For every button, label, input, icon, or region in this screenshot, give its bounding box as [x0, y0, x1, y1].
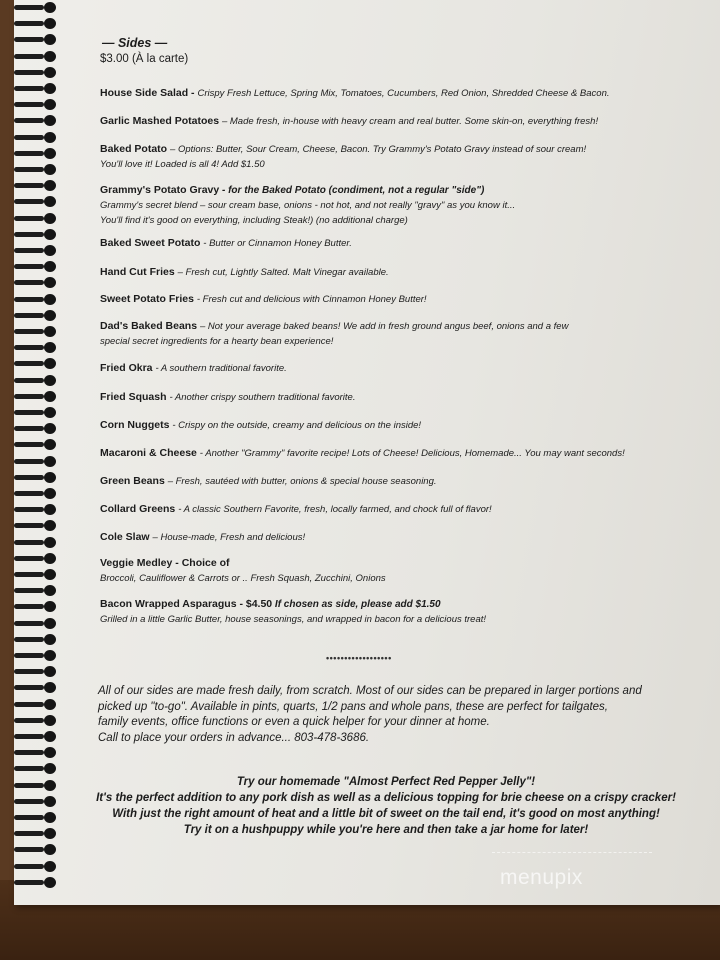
spiral-coil: [14, 601, 58, 612]
menu-item-line: [100, 597, 690, 612]
spiral-coil: [14, 796, 58, 807]
spiral-coil: [14, 115, 58, 126]
menu-item: [100, 474, 690, 489]
menu-item: [100, 319, 690, 349]
menu-item-note: If chosen as side, please add $1.50: [272, 599, 441, 610]
menu-item-description: – House-made, Fresh and delicious!: [152, 532, 306, 543]
spiral-coil: [14, 553, 58, 564]
menu-item-name: Dad's Baked Beans: [100, 320, 198, 332]
spiral-coil: [14, 326, 58, 337]
menu-item-line: [100, 236, 690, 251]
menu-item-name: House Side Salad -: [100, 87, 195, 99]
menu-item-name: Bacon Wrapped Asparagus - $4.50: [100, 598, 273, 610]
menu-item-name: Fried Okra: [100, 362, 153, 374]
menu-item-description: Grammy's secret blend – sour cream base, onions - not hot, and not really "gravy" as you know it...: [100, 200, 516, 211]
menu-item-description: – Made fresh, in-house with heavy cream and real butter. Some skin-on, everything fresh!: [221, 116, 599, 127]
menu-item-description: - Another "Grammy" favorite recipe! Lots of Cheese! Delicious, Homemade... You may want seconds!: [199, 448, 625, 459]
menu-item-description: - A southern traditional favorite.: [155, 363, 287, 374]
jelly-line: Try our homemade "Almost Perfect Red Pepper Jelly"!: [236, 776, 536, 788]
spiral-coil: [14, 731, 58, 742]
menu-item-line: [100, 556, 690, 571]
spiral-coil: [14, 18, 58, 29]
spiral-coil: [14, 472, 58, 483]
spiral-coil: [14, 261, 58, 272]
menu-item-description: Crispy Fresh Lettuce, Spring Mix, Tomatoes, Cucumbers, Red Onion, Shredded Cheese & Bacon.: [197, 88, 610, 99]
price-note: $3.00 (À la carte): [100, 53, 189, 65]
jelly-line: It's the perfect addition to any pork dish as well as a delicious topping for brie cheese on a crispy cracker!: [96, 792, 676, 804]
watermark-rule: [492, 852, 652, 854]
menu-item-name: Fried Squash: [100, 391, 167, 403]
footer-line: All of our sides are made fresh daily, from scratch. Most of our sides can be prepared in larger portions and: [98, 685, 642, 697]
spiral-coil: [14, 585, 58, 596]
divider: ••••••••••••••••••: [326, 653, 392, 663]
menu-item-name: Veggie Medley - Choice of: [100, 557, 230, 569]
spiral-coil: [14, 715, 58, 726]
menu-item-description: - A classic Southern Favorite, fresh, locally farmed, and chock full of flavor!: [178, 504, 492, 515]
menu-item-note: - for the Baked Potato (condiment, not a regular "side"): [219, 185, 485, 196]
spiral-coil: [14, 520, 58, 531]
spiral-coil: [14, 828, 58, 839]
spiral-coil: [14, 439, 58, 450]
menu-item-description: - Another crispy southern traditional favorite.: [169, 392, 356, 403]
menu-item-name: Green Beans: [100, 475, 165, 487]
spiral-coil: [14, 666, 58, 677]
menu-item-description: - Crispy on the outside, creamy and delicious on the inside!: [172, 420, 422, 431]
spiral-coil: [14, 569, 58, 580]
menu-item-line: [100, 390, 690, 405]
menu-item-line: [100, 502, 690, 517]
jelly-line: Try it on a hushpuppy while you're here and then take a jar home for later!: [183, 824, 589, 836]
menu-content: [86, 36, 686, 836]
spiral-coil: [14, 34, 58, 45]
menu-item-name: Macaroni & Cheese: [100, 447, 197, 459]
spiral-coil: [14, 861, 58, 872]
menu-item: [100, 446, 690, 461]
spiral-coil: [14, 164, 58, 175]
spiral-coil: [14, 148, 58, 159]
spiral-coil: [14, 537, 58, 548]
menu-item: [100, 86, 690, 101]
spiral-coil: [14, 294, 58, 305]
menu-item-description: Broccoli, Cauliflower & Carrots or .. Fresh Squash, Zucchini, Onions: [100, 573, 386, 584]
spiral-coil: [14, 812, 58, 823]
menu-item-description: – Options: Butter, Sour Cream, Cheese, Bacon. Try Grammy's Potato Gravy instead of sour cream!: [170, 144, 587, 155]
spiral-coil: [14, 358, 58, 369]
spiral-coil: [14, 213, 58, 224]
menu-item: [100, 556, 690, 586]
menu-item: [100, 597, 690, 627]
spiral-coil: [14, 650, 58, 661]
menu-item-name: Sweet Potato Fries: [100, 293, 194, 305]
spiral-coil: [14, 699, 58, 710]
spiral-coil: [14, 310, 58, 321]
menu-item-line: [100, 446, 690, 461]
menu-item: [100, 114, 690, 129]
menu-item-description: special secret ingredients for a hearty bean experience!: [100, 336, 334, 347]
spiral-coil: [14, 277, 58, 288]
menu-item-description: – Not your average baked beans! We add in fresh ground angus beef, onions and a few: [199, 321, 569, 332]
spiral-coil: [14, 180, 58, 191]
spiral-coil: [14, 877, 58, 888]
menu-item-line: [100, 319, 690, 334]
spiral-coil: [14, 488, 58, 499]
menu-item-description: – Fresh, sautéed with butter, onions & special house seasoning.: [167, 476, 437, 487]
menu-item: [100, 183, 690, 228]
spiral-coil: [14, 196, 58, 207]
spiral-coil: [14, 391, 58, 402]
spiral-coil: [14, 682, 58, 693]
menu-item-line: [100, 142, 690, 157]
menu-item: [100, 418, 690, 433]
menu-item: [100, 142, 690, 172]
spiral-coil: [14, 67, 58, 78]
spiral-coil: [14, 763, 58, 774]
spiral-coil: [14, 342, 58, 353]
menu-item-line: [100, 361, 690, 376]
menu-item-line: [100, 86, 690, 101]
menu-item-name: Baked Potato: [100, 143, 168, 155]
menu-item-name: Grammy's Potato Gravy: [100, 184, 220, 196]
footer-line: picked up "to-go". Available in pints, quarts, 1/2 pans and whole pans, these are perfect for tailgates,: [98, 700, 609, 713]
spiral-coil: [14, 504, 58, 515]
menu-item-line: [100, 418, 690, 433]
jelly-line: With just the right amount of heat and a little bit of sweet on the tail end, it's good on most anything!: [112, 808, 660, 820]
menu-item-line: [100, 183, 690, 198]
menu-item-description: - Butter or Cinnamon Honey Butter.: [203, 238, 352, 249]
menu-item-line: [100, 474, 690, 489]
menu-item-name: Corn Nuggets: [100, 419, 170, 431]
spiral-coil: [14, 2, 58, 13]
spiral-coil: [14, 456, 58, 467]
spiral-coil: [14, 99, 58, 110]
menu-item-line: [100, 114, 690, 129]
spiral-coil: [14, 423, 58, 434]
menu-item-line: [100, 530, 690, 545]
menu-item-name: Hand Cut Fries: [100, 266, 175, 278]
spiral-coil: [14, 245, 58, 256]
jelly-promo: [86, 774, 686, 838]
spiral-coil: [14, 780, 58, 791]
footer-line: family events, office functions or even a quick helper for your dinner at home.: [98, 716, 490, 728]
menu-item: [100, 265, 690, 280]
menu-item: [100, 390, 690, 405]
menu-item-name: Collard Greens: [100, 503, 176, 515]
menu-item-description: You'll love it! Loaded is all 4! Add $1.50: [100, 159, 265, 170]
menu-item-name: Garlic Mashed Potatoes: [100, 115, 220, 127]
section-title: — Sides —: [102, 36, 168, 50]
spiral-coil: [14, 229, 58, 240]
footer-paragraph: [98, 684, 678, 746]
menu-item: [100, 502, 690, 517]
menu-item-description: You'll find it's good on everything, including Steak!) (no additional charge): [100, 215, 408, 226]
menu-item-line: [100, 292, 690, 307]
spiral-coil: [14, 83, 58, 94]
menu-item: [100, 236, 690, 251]
menu-item-name: Cole Slaw: [100, 531, 150, 543]
watermark: menupix: [500, 866, 583, 889]
menu-page: [14, 0, 720, 905]
menu-item: [100, 361, 690, 376]
spiral-coil: [14, 407, 58, 418]
spiral-coil: [14, 844, 58, 855]
spiral-binding: [14, 0, 60, 900]
spiral-coil: [14, 132, 58, 143]
menu-item: [100, 292, 690, 307]
menu-item-name: Baked Sweet Potato: [100, 237, 201, 249]
menu-item-description: Grilled in a little Garlic Butter, house seasonings, and wrapped in bacon for a delicious treat!: [100, 614, 487, 625]
spiral-coil: [14, 51, 58, 62]
spiral-coil: [14, 747, 58, 758]
spiral-coil: [14, 375, 58, 386]
menu-item: [100, 530, 690, 545]
menu-item-description: – Fresh cut, Lightly Salted. Malt Vinegar available.: [177, 267, 389, 278]
menu-item-line: [100, 265, 690, 280]
footer-line: Call to place your orders in advance... 803-478-3686.: [98, 731, 370, 744]
spiral-coil: [14, 634, 58, 645]
menu-item-description: - Fresh cut and delicious with Cinnamon Honey Butter!: [196, 294, 427, 305]
spiral-coil: [14, 618, 58, 629]
